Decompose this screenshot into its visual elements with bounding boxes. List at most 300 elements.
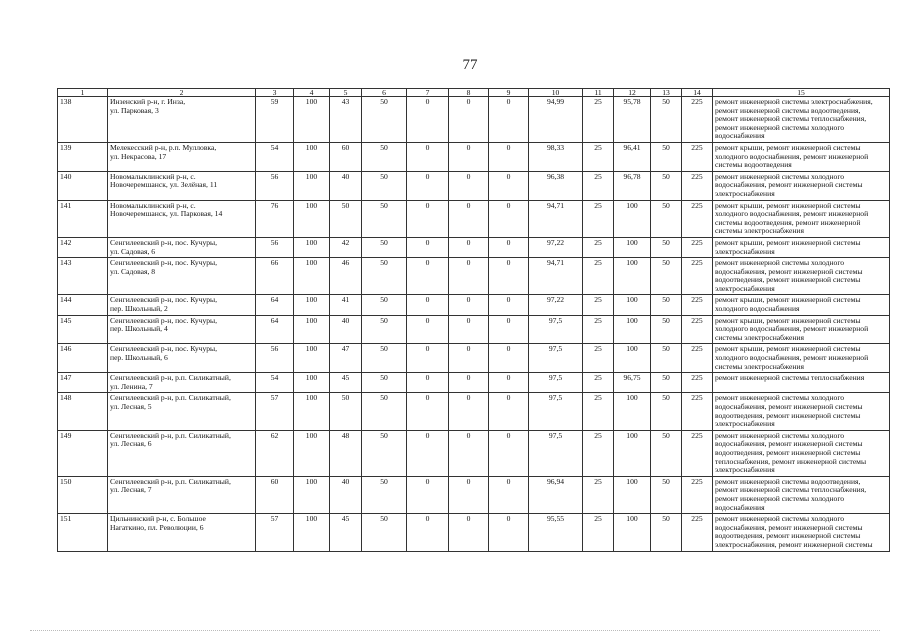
- page-number: 77: [462, 57, 478, 73]
- repair-works-line: водоснабжения, ремонт инженерной системы: [715, 180, 863, 190]
- column-header-13: 13: [651, 89, 682, 97]
- row-number: 138: [58, 97, 108, 143]
- value-cell-c14: 225: [682, 476, 713, 513]
- value-cell-c13: 50: [651, 295, 682, 315]
- repair-works-line: ремонт инженерной системы водоотведения,: [715, 476, 861, 486]
- value-cell-c12: 100: [614, 200, 651, 237]
- address-cell: [108, 430, 256, 476]
- value-cell-c5: 50: [330, 393, 362, 430]
- address-line: ул. Лесная, 7: [110, 485, 152, 495]
- repair-works-line: водоснабжения, ремонт инженерной системы: [715, 439, 863, 449]
- value-cell-c10: 97,5: [529, 393, 583, 430]
- repair-works-line: ремонт крыши, ремонт инженерной системы: [715, 200, 861, 210]
- repair-works-cell: [713, 142, 890, 171]
- value-cell-c13: 50: [651, 237, 682, 257]
- address-cell: [108, 344, 256, 373]
- repair-works-line: электроснабжения: [715, 283, 775, 293]
- value-cell-c12: 96,41: [614, 142, 651, 171]
- table-body: [58, 97, 890, 552]
- value-cell-c6: 50: [362, 373, 407, 393]
- value-cell-c11: 25: [583, 237, 614, 257]
- value-cell-c6: 50: [362, 295, 407, 315]
- value-cell-c5: 41: [330, 295, 362, 315]
- address-cell: [108, 295, 256, 315]
- value-cell-c5: 40: [330, 315, 362, 344]
- value-cell-c4: 100: [294, 171, 330, 200]
- value-cell-c8: 0: [449, 315, 489, 344]
- value-cell-c5: 40: [330, 476, 362, 513]
- row-number: 151: [58, 514, 108, 551]
- repair-works-cell: [713, 373, 890, 393]
- repair-works-line: водоснабжения, ремонт инженерной системы: [715, 522, 863, 532]
- value-cell-c11: 25: [583, 200, 614, 237]
- value-cell-c12: 100: [614, 514, 651, 551]
- value-cell-c10: 97,22: [529, 237, 583, 257]
- repair-works-line: ремонт инженерной системы холодного: [715, 171, 845, 181]
- repair-works-line: ремонт инженерной системы теплоснабжения: [715, 373, 865, 383]
- value-cell-c9: 0: [489, 200, 529, 237]
- value-cell-c5: 45: [330, 373, 362, 393]
- value-cell-c3: 60: [256, 476, 294, 513]
- value-cell-c7: 0: [407, 142, 449, 171]
- value-cell-c6: 50: [362, 171, 407, 200]
- value-cell-c9: 0: [489, 514, 529, 551]
- repair-works-line: ремонт инженерной системы теплоснабжения,: [715, 485, 867, 495]
- value-cell-c11: 25: [583, 315, 614, 344]
- value-cell-c3: 59: [256, 97, 294, 143]
- repair-works-line: ремонт крыши, ремонт инженерной системы: [715, 315, 861, 325]
- value-cell-c8: 0: [449, 344, 489, 373]
- row-number: 149: [58, 430, 108, 476]
- value-cell-c4: 100: [294, 258, 330, 295]
- value-cell-c8: 0: [449, 171, 489, 200]
- value-cell-c11: 25: [583, 514, 614, 551]
- address-line: Новомалыклинский р-н, с.: [110, 200, 196, 210]
- value-cell-c4: 100: [294, 514, 330, 551]
- row-number: 147: [58, 373, 108, 393]
- table-row: [58, 373, 890, 393]
- repair-works-line: водоотведения, ремонт инженерной системы: [715, 531, 861, 541]
- value-cell-c9: 0: [489, 393, 529, 430]
- value-cell-c8: 0: [449, 295, 489, 315]
- repair-works-line: ремонт крыши, ремонт инженерной системы: [715, 142, 861, 152]
- value-cell-c12: 100: [614, 344, 651, 373]
- repair-works-line: ремонт инженерной системы холодного: [715, 258, 845, 268]
- scan-edge-line: [30, 630, 880, 632]
- address-line: Сенгилеевский р-н, р.п. Силикатный,: [110, 393, 231, 403]
- column-header-9: 9: [489, 89, 529, 97]
- address-line: Сенгилеевский р-н, р.п. Силикатный,: [110, 476, 231, 486]
- value-cell-c6: 50: [362, 142, 407, 171]
- value-cell-c6: 50: [362, 200, 407, 237]
- repair-works-line: водоснабжения: [715, 131, 765, 141]
- table-row: [58, 171, 890, 200]
- row-number: 148: [58, 393, 108, 430]
- address-line: Сенгилеевский р-н, пос. Кучуры,: [110, 295, 218, 305]
- address-line: Новочеремшанск, ул. Парковая, 14: [110, 209, 223, 219]
- value-cell-c4: 100: [294, 344, 330, 373]
- repair-works-line: электроснабжения: [715, 465, 775, 475]
- value-cell-c11: 25: [583, 476, 614, 513]
- value-cell-c12: 100: [614, 295, 651, 315]
- value-cell-c4: 100: [294, 97, 330, 143]
- address-line: ул. Парковая, 3: [110, 105, 159, 115]
- repair-works-line: водоотведения, ремонт инженерной системы: [715, 275, 861, 285]
- value-cell-c8: 0: [449, 476, 489, 513]
- value-cell-c7: 0: [407, 258, 449, 295]
- value-cell-c9: 0: [489, 344, 529, 373]
- row-number: 140: [58, 171, 108, 200]
- value-cell-c8: 0: [449, 200, 489, 237]
- value-cell-c13: 50: [651, 171, 682, 200]
- value-cell-c14: 225: [682, 430, 713, 476]
- repair-works-line: ремонт крыши, ремонт инженерной системы: [715, 295, 861, 305]
- value-cell-c10: 97,5: [529, 315, 583, 344]
- value-cell-c12: 100: [614, 476, 651, 513]
- repair-works-line: водоотведения, ремонт инженерной системы: [715, 447, 861, 457]
- address-line: Сенгилеевский р-н, пос. Кучуры,: [110, 344, 218, 354]
- value-cell-c9: 0: [489, 237, 529, 257]
- repair-works-cell: [713, 514, 890, 551]
- address-cell: [108, 476, 256, 513]
- address-cell: [108, 393, 256, 430]
- address-line: ул. Садовая, 6: [110, 246, 156, 256]
- value-cell-c9: 0: [489, 476, 529, 513]
- value-cell-c14: 225: [682, 258, 713, 295]
- value-cell-c7: 0: [407, 315, 449, 344]
- value-cell-c10: 97,5: [529, 373, 583, 393]
- value-cell-c9: 0: [489, 97, 529, 143]
- value-cell-c14: 225: [682, 315, 713, 344]
- value-cell-c5: 47: [330, 344, 362, 373]
- repair-works-line: теплоснабжения, ремонт инженерной системы: [715, 456, 867, 466]
- repair-works-line: холодного водоснабжения, ремонт инженерной: [715, 209, 869, 219]
- value-cell-c10: 94,71: [529, 200, 583, 237]
- value-cell-c12: 100: [614, 393, 651, 430]
- repair-works-cell: [713, 430, 890, 476]
- value-cell-c12: 96,78: [614, 171, 651, 200]
- value-cell-c14: 225: [682, 237, 713, 257]
- value-cell-c5: 45: [330, 514, 362, 551]
- value-cell-c7: 0: [407, 344, 449, 373]
- repair-works-line: системы электроснабжения: [715, 226, 804, 236]
- table-row: [58, 344, 890, 373]
- value-cell-c13: 50: [651, 315, 682, 344]
- value-cell-c8: 0: [449, 514, 489, 551]
- table-row: [58, 430, 890, 476]
- address-line: ул. Садовая, 8: [110, 266, 156, 276]
- value-cell-c6: 50: [362, 258, 407, 295]
- address-line: Инзенский р-н, г. Инза,: [110, 97, 186, 106]
- address-line: Сенгилеевский р-н, пос. Кучуры,: [110, 315, 218, 325]
- column-header-14: 14: [682, 89, 713, 97]
- value-cell-c7: 0: [407, 373, 449, 393]
- value-cell-c5: 50: [330, 200, 362, 237]
- value-cell-c3: 76: [256, 200, 294, 237]
- value-cell-c11: 25: [583, 344, 614, 373]
- table-row: [58, 97, 890, 143]
- value-cell-c3: 64: [256, 295, 294, 315]
- value-cell-c14: 225: [682, 295, 713, 315]
- value-cell-c5: 43: [330, 97, 362, 143]
- address-cell: [108, 373, 256, 393]
- value-cell-c3: 56: [256, 344, 294, 373]
- value-cell-c3: 66: [256, 258, 294, 295]
- repair-works-line: ремонт крыши, ремонт инженерной системы: [715, 344, 861, 354]
- value-cell-c14: 225: [682, 142, 713, 171]
- repair-works-line: водоснабжения, ремонт инженерной системы: [715, 266, 863, 276]
- address-line: Сенгилеевский р-н, пос. Кучуры,: [110, 258, 218, 268]
- repair-works-line: водоотведения, ремонт инженерной системы: [715, 410, 861, 420]
- repair-works-line: ремонт инженерной системы теплоснабжения,: [715, 114, 867, 124]
- repair-works-cell: [713, 393, 890, 430]
- value-cell-c7: 0: [407, 295, 449, 315]
- value-cell-c14: 225: [682, 393, 713, 430]
- value-cell-c4: 100: [294, 142, 330, 171]
- value-cell-c8: 0: [449, 393, 489, 430]
- repair-works-cell: [713, 171, 890, 200]
- value-cell-c4: 100: [294, 430, 330, 476]
- repair-works-cell: [713, 315, 890, 344]
- value-cell-c11: 25: [583, 171, 614, 200]
- table-row: [58, 393, 890, 430]
- row-number: 141: [58, 200, 108, 237]
- column-header-4: 4: [294, 89, 330, 97]
- value-cell-c6: 50: [362, 97, 407, 143]
- column-header-15: 15: [713, 89, 890, 97]
- address-line: пер. Школьный, 4: [110, 324, 168, 334]
- address-line: пер. Школьный, 6: [110, 353, 168, 363]
- value-cell-c13: 50: [651, 200, 682, 237]
- address-line: Новочеремшанск, ул. Зелёная, 11: [110, 180, 218, 190]
- value-cell-c12: 100: [614, 258, 651, 295]
- address-line: Сенгилеевский р-н, р.п. Силикатный,: [110, 430, 231, 440]
- repair-works-line: холодного водоснабжения, ремонт инженерной: [715, 151, 869, 161]
- repair-works-line: водоснабжения: [715, 502, 765, 512]
- value-cell-c14: 225: [682, 514, 713, 551]
- column-header-11: 11: [583, 89, 614, 97]
- value-cell-c4: 100: [294, 237, 330, 257]
- value-cell-c9: 0: [489, 373, 529, 393]
- value-cell-c13: 50: [651, 514, 682, 551]
- value-cell-c3: 57: [256, 393, 294, 430]
- repair-works-line: системы электроснабжения: [715, 361, 804, 371]
- repair-works-line: электроснабжения: [715, 419, 775, 429]
- value-cell-c10: 95,55: [529, 514, 583, 551]
- value-cell-c11: 25: [583, 393, 614, 430]
- value-cell-c13: 50: [651, 97, 682, 143]
- value-cell-c12: 95,78: [614, 97, 651, 143]
- value-cell-c10: 94,99: [529, 97, 583, 143]
- value-cell-c11: 25: [583, 142, 614, 171]
- value-cell-c5: 60: [330, 142, 362, 171]
- value-cell-c13: 50: [651, 142, 682, 171]
- value-cell-c3: 56: [256, 171, 294, 200]
- value-cell-c13: 50: [651, 258, 682, 295]
- value-cell-c8: 0: [449, 373, 489, 393]
- address-cell: [108, 142, 256, 171]
- table-row: [58, 142, 890, 171]
- value-cell-c10: 97,22: [529, 295, 583, 315]
- repair-works-line: холодного водоснабжения, ремонт инженерной: [715, 353, 869, 363]
- value-cell-c3: 54: [256, 373, 294, 393]
- repair-works-line: электроснабжения: [715, 246, 775, 256]
- value-cell-c6: 50: [362, 315, 407, 344]
- value-cell-c14: 225: [682, 373, 713, 393]
- value-cell-c7: 0: [407, 430, 449, 476]
- value-cell-c10: 97,5: [529, 344, 583, 373]
- repair-works-line: ремонт инженерной системы электроснабжения,: [715, 97, 873, 106]
- value-cell-c10: 97,5: [529, 430, 583, 476]
- address-line: Сенгилеевский р-н, пос. Кучуры,: [110, 237, 218, 247]
- value-cell-c12: 100: [614, 237, 651, 257]
- value-cell-c10: 96,38: [529, 171, 583, 200]
- value-cell-c6: 50: [362, 344, 407, 373]
- value-cell-c6: 50: [362, 430, 407, 476]
- value-cell-c6: 50: [362, 237, 407, 257]
- address-cell: [108, 171, 256, 200]
- address-line: Сенгилеевский р-н, р.п. Силикатный,: [110, 373, 231, 383]
- value-cell-c11: 25: [583, 373, 614, 393]
- table-header-row: [58, 89, 890, 97]
- address-cell: [108, 200, 256, 237]
- value-cell-c7: 0: [407, 171, 449, 200]
- value-cell-c7: 0: [407, 514, 449, 551]
- repair-works-cell: [713, 295, 890, 315]
- repair-works-cell: [713, 344, 890, 373]
- repair-works-cell: [713, 476, 890, 513]
- value-cell-c9: 0: [489, 430, 529, 476]
- value-cell-c9: 0: [489, 142, 529, 171]
- address-line: пер. Школьный, 2: [110, 304, 168, 314]
- repair-works-line: водоснабжения, ремонт инженерной системы: [715, 402, 863, 411]
- repair-works-line: холодного водоснабжения, ремонт инженерной: [715, 324, 869, 334]
- row-number: 143: [58, 258, 108, 295]
- value-cell-c4: 100: [294, 295, 330, 315]
- column-header-3: 3: [256, 89, 294, 97]
- value-cell-c4: 100: [294, 476, 330, 513]
- value-cell-c4: 100: [294, 315, 330, 344]
- value-cell-c9: 0: [489, 258, 529, 295]
- column-header-2: 2: [108, 89, 256, 97]
- table-row: [58, 258, 890, 295]
- repair-works-line: холодного водоснабжения: [715, 304, 800, 314]
- value-cell-c9: 0: [489, 295, 529, 315]
- repair-works-line: системы водоотведения: [715, 160, 792, 170]
- value-cell-c6: 50: [362, 476, 407, 513]
- value-cell-c3: 56: [256, 237, 294, 257]
- value-cell-c8: 0: [449, 97, 489, 143]
- table-row: [58, 237, 890, 257]
- value-cell-c3: 64: [256, 315, 294, 344]
- value-cell-c10: 98,33: [529, 142, 583, 171]
- address-line: ул. Ленина, 7: [110, 381, 153, 391]
- row-number: 145: [58, 315, 108, 344]
- repair-works-cell: [713, 258, 890, 295]
- value-cell-c10: 96,94: [529, 476, 583, 513]
- value-cell-c11: 25: [583, 258, 614, 295]
- table-row: [58, 514, 890, 551]
- address-cell: [108, 258, 256, 295]
- value-cell-c4: 100: [294, 393, 330, 430]
- value-cell-c7: 0: [407, 97, 449, 143]
- table-row: [58, 200, 890, 237]
- repair-program-table: [57, 88, 890, 552]
- value-cell-c12: 100: [614, 430, 651, 476]
- repair-works-cell: [713, 237, 890, 257]
- value-cell-c3: 54: [256, 142, 294, 171]
- column-header-7: 7: [407, 89, 449, 97]
- repair-works-line: ремонт инженерной системы холодного: [715, 122, 845, 132]
- column-header-1: 1: [58, 89, 108, 97]
- value-cell-c13: 50: [651, 476, 682, 513]
- address-line: ул. Лесная, 6: [110, 439, 152, 449]
- value-cell-c8: 0: [449, 258, 489, 295]
- value-cell-c14: 225: [682, 200, 713, 237]
- value-cell-c7: 0: [407, 393, 449, 430]
- repair-works-line: электроснабжения, ремонт инженерной системы: [715, 539, 873, 549]
- value-cell-c5: 48: [330, 430, 362, 476]
- value-cell-c11: 25: [583, 430, 614, 476]
- address-line: Мелекесский р-н, р.п. Мулловка,: [110, 142, 217, 152]
- address-line: Нагаткино, пл. Революции, 6: [110, 522, 204, 532]
- value-cell-c13: 50: [651, 373, 682, 393]
- value-cell-c6: 50: [362, 393, 407, 430]
- value-cell-c14: 225: [682, 344, 713, 373]
- value-cell-c4: 100: [294, 200, 330, 237]
- table-row: [58, 476, 890, 513]
- column-header-6: 6: [362, 89, 407, 97]
- value-cell-c5: 40: [330, 171, 362, 200]
- repair-works-line: ремонт инженерной системы холодного: [715, 430, 845, 440]
- value-cell-c8: 0: [449, 237, 489, 257]
- repair-works-line: ремонт инженерной системы холодного: [715, 393, 845, 403]
- value-cell-c10: 94,71: [529, 258, 583, 295]
- value-cell-c6: 50: [362, 514, 407, 551]
- value-cell-c3: 57: [256, 514, 294, 551]
- table-row: [58, 295, 890, 315]
- repair-works-line: системы водоотведения, ремонт инженерной: [715, 217, 861, 227]
- value-cell-c7: 0: [407, 476, 449, 513]
- repair-works-line: ремонт инженерной системы холодного: [715, 493, 845, 503]
- address-cell: [108, 315, 256, 344]
- column-header-5: 5: [330, 89, 362, 97]
- value-cell-c14: 225: [682, 171, 713, 200]
- repair-works-line: ремонт крыши, ремонт инженерной системы: [715, 237, 861, 247]
- value-cell-c13: 50: [651, 430, 682, 476]
- value-cell-c7: 0: [407, 237, 449, 257]
- value-cell-c9: 0: [489, 315, 529, 344]
- row-number: 142: [58, 237, 108, 257]
- repair-works-line: системы электроснабжения: [715, 332, 804, 342]
- row-number: 139: [58, 142, 108, 171]
- value-cell-c13: 50: [651, 344, 682, 373]
- address-line: ул. Некрасова, 17: [110, 151, 167, 161]
- value-cell-c4: 100: [294, 373, 330, 393]
- value-cell-c8: 0: [449, 430, 489, 476]
- value-cell-c11: 25: [583, 97, 614, 143]
- address-line: Цильнинский р-н, с. Большое: [110, 514, 206, 524]
- value-cell-c3: 62: [256, 430, 294, 476]
- repair-works-line: ремонт инженерной системы водоотведения,: [715, 105, 861, 115]
- table-row: [58, 315, 890, 344]
- address-cell: [108, 237, 256, 257]
- row-number: 150: [58, 476, 108, 513]
- value-cell-c11: 25: [583, 295, 614, 315]
- row-number: 146: [58, 344, 108, 373]
- value-cell-c7: 0: [407, 200, 449, 237]
- address-line: ул. Лесная, 5: [110, 402, 152, 411]
